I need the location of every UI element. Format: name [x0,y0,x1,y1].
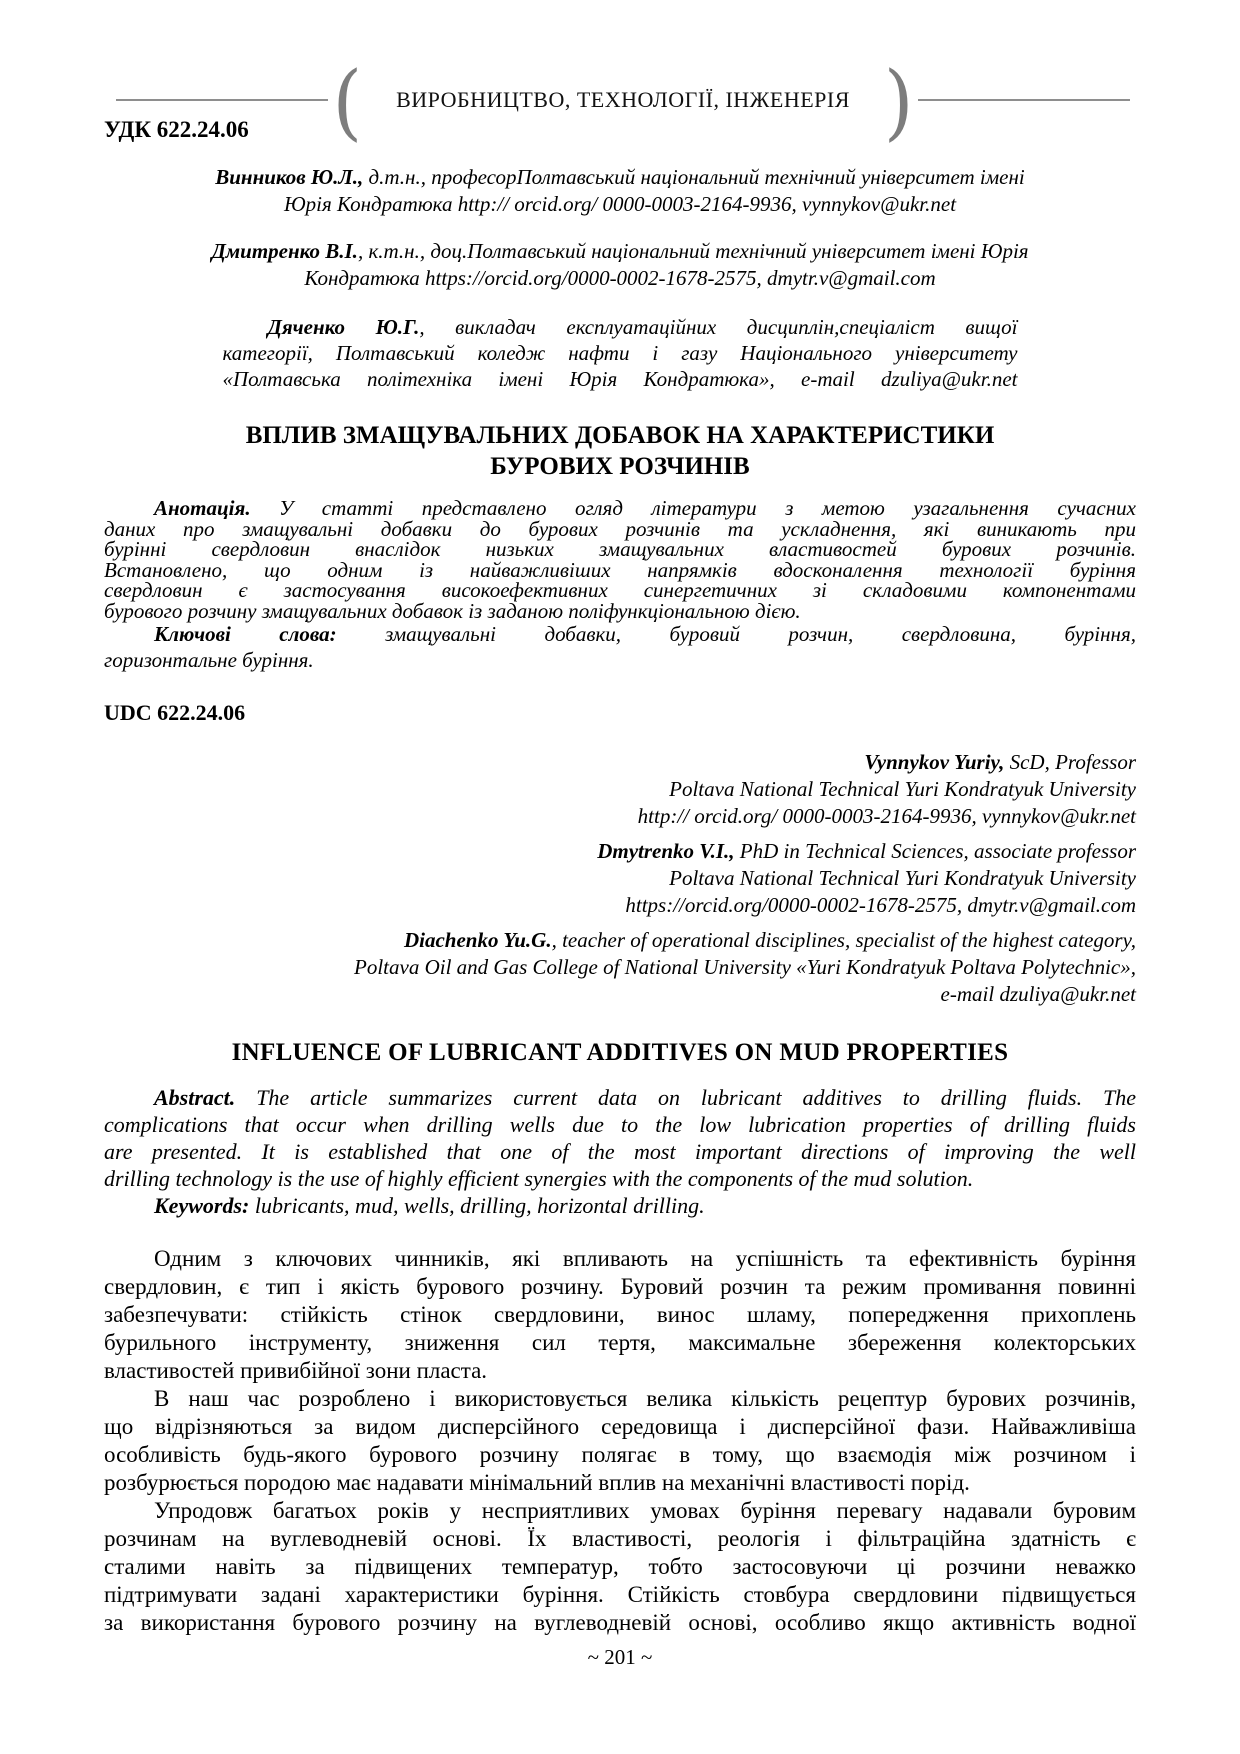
abstract-uk-line6: бурового розчину змащувальних добавок із заданою поліфункціональною дією. [104,598,801,623]
article-title-uk [104,420,1136,482]
running-head: ВИРОБНИЦТВО, ТЕХНОЛОГІЇ, ІНЖЕНЕРІЯ [396,87,850,112]
author-en-1 [104,749,1136,830]
abstract-uk-line2: даних про змащувальні добавки до бурових розчинів та ускладнення, які виникають при [104,516,1136,541]
body-p1-line4: бурильного інструменту, зниження сил тертя, максимальне збереження колекторських [104,1330,1136,1355]
body-paragraph-3 [104,1497,1136,1637]
author-uk-3-line1 [223,314,1018,340]
author-en-3-role: , teacher of operational disciplines, specialist of the highest category, [551,928,1136,952]
author-en-1-affiliation: Poltava National Technical Yuri Kondratyuk University [669,777,1136,801]
right-parenthesis-icon: ) [883,53,914,150]
author-uk-1-affiliation: д.т.н., професорПолтавський національний технічний університет імені [363,165,1025,189]
body-p2-line1: В наш час розроблено і використовується велика кількість рецептур бурових розчинів, [154,1386,1136,1411]
body-p1-line3: забезпечувати: стійкість стінок свердловини, винос шламу, попередження прихоплень [104,1302,1136,1327]
author-uk-2 [155,238,1085,292]
body-p3-line2: розчинам на вуглеводневій основі. Їх властивості, реологія і фільтраційна здатність є [104,1526,1136,1551]
keywords-uk-text: змащувальні добавки, буровий розчин, свердловина, буріння, [336,622,1136,646]
author-en-2 [104,838,1136,919]
body-p3-line1: Упродовж багатьох років у несприятливих умовах буріння перевагу надавали буровим [154,1498,1136,1523]
body-p2-line2: що відрізняються за видом дисперсійного середовища і дисперсійної фази. Найважливіша [104,1414,1136,1439]
article-body [104,1245,1136,1637]
author-en-3-affiliation: Poltava Oil and Gas College of National University «Yuri Kondratyuk Poltava Polytechnic», [354,955,1136,979]
author-uk-3-role: , викладач експлуатаційних дисциплін,спеціаліст вищої [419,315,1018,339]
author-en-1-name: Vynnykov Yuriy, [864,750,1005,774]
keywords-uk [104,621,1136,673]
author-uk-1-contact: Юрія Кондратюка http:// orcid.org/ 0000-0003-2164-9936, vynnykov@ukr.net [283,192,957,216]
author-en-2-role: PhD in Technical Sciences, associate professor [734,839,1136,863]
abstract-en-line3: are presented. It is established that one of the most important directions of improving the well [104,1139,1136,1164]
abstract-uk-text1: У статті представлено огляд літератури з метою узагальнення сучасних [250,496,1136,520]
body-p1-line2: свердловин, є тип і якість бурового розчину. Буровий розчин та режим промивання повинні [104,1274,1136,1299]
keywords-en-text: lubricants, mud, wells, drilling, horizontal drilling. [249,1193,705,1218]
author-uk-3 [223,314,1018,392]
article-title-uk-line2: БУРОВИХ РОЗЧИНІВ [490,453,750,480]
header-rule-right [918,99,1130,101]
keywords-uk-label: Ключові слова: [154,622,337,646]
abstract-en-line1 [104,1084,1136,1111]
authors-en [104,749,1136,1008]
author-en-3-name: Diachenko Yu.G. [403,928,552,952]
abstract-uk-label: Анотація. [154,496,251,520]
body-p2-line4: розбурюється породою має надавати мінімальний вплив на механічні властивості порід. [104,1470,970,1495]
abstract-en-text1: The article summarizes current data on lubricant additives to drilling fluids. The [235,1085,1136,1110]
keywords-uk-line2: горизонтальне буріння. [104,648,314,672]
author-en-2-name: Dmytrenko V.I., [597,839,735,863]
article-title-en: INFLUENCE OF LUBRICANT ADDITIVES ON MUD PROPERTIES [231,1039,1009,1066]
abstract-en-line4: drilling technology is the use of highly efficient synergies with the components of the mud solution. [104,1166,974,1191]
udc-code-en: UDC 622.24.06 [104,700,246,725]
author-en-1-contact: http:// orcid.org/ 0000-0003-2164-9936, vynnykov@ukr.net [637,804,1136,828]
author-uk-3-line3: «Полтавська політехніка імені Юрія Кондратюка», e-mail dzuliya@ukr.net [222,367,1018,391]
body-p2-line3: особливість будь-якого бурового розчину полягає в тому, що взаємодія між розчином і [104,1442,1136,1467]
abstract-en-line2: complications that occur when drilling wells due to the low lubrication properties of drilling fluids [104,1112,1136,1137]
body-p3-line5: за використання бурового розчину на вуглеводневій основі, особливо якщо активність водної [104,1610,1136,1635]
body-paragraph-1 [104,1245,1136,1385]
abstract-en-label: Abstract. [154,1085,236,1110]
abstract-uk-line4: Встановлено, що одним із найважливіших напрямків вдосконалення технології буріння [104,557,1136,582]
author-uk-3-name: Дяченко Ю.Г. [267,315,420,339]
author-uk-1 [155,164,1085,218]
author-en-2-contact: https://orcid.org/0000-0002-1678-2575, dmytr.v@gmail.com [625,893,1136,917]
keywords-uk-line1 [104,621,1136,647]
body-p1-line1: Одним з ключових чинників, які впливають на успішність та ефективність буріння [154,1246,1136,1271]
left-parenthesis-icon: ( [332,53,363,150]
author-uk-1-name: Винников Ю.Л., [215,165,364,189]
abstract-uk [104,498,1136,621]
author-en-2-affiliation: Poltava National Technical Yuri Kondratyuk University [669,866,1136,890]
author-uk-3-line2: категорії, Полтавський коледж нафти і газу Національного університету [222,341,1018,365]
body-p3-line3: сталими навіть за підвищених температур, тобто застосовуючи ці розчини неважко [104,1554,1136,1579]
body-p1-line5: властивостей привибійної зони пласта. [104,1358,488,1383]
article-title-uk-line1: ВПЛИВ ЗМАЩУВАЛЬНИХ ДОБАВОК НА ХАРАКТЕРИСТИКИ [245,422,995,449]
abstract-uk-line3: бурінні свердловин внаслідок низьких змащувальних властивостей бурових розчинів. [104,537,1136,561]
header-rule-left [116,99,328,101]
page-number: ~ 201 ~ [587,1645,653,1669]
keywords-en [104,1192,1136,1219]
author-uk-2-contact: Кондратюка https://orcid.org/0000-0002-1678-2575, dmytr.v@gmail.com [304,266,936,290]
author-uk-2-affiliation: , к.т.н., доц.Полтавський національний технічний університет імені Юрія [357,239,1029,263]
abstract-uk-line1 [104,498,1136,519]
author-en-3 [104,927,1136,1008]
udc-code-uk: УДК 622.24.06 [104,117,249,142]
abstract-uk-line5: свердловин є застосування високоефективних синергетичних зі складовими компонентами [104,578,1136,602]
keywords-en-label: Keywords: [154,1193,250,1218]
body-p3-line4: підтримувати задані характеристики буріння. Стійкість стовбура свердловини підвищується [104,1582,1136,1607]
author-en-3-contact: e-mail dzuliya@ukr.net [940,982,1136,1006]
body-paragraph-2 [104,1385,1136,1497]
author-en-1-role: ScD, Professor [1004,750,1136,774]
author-uk-2-name: Дмитренко В.І. [211,239,358,263]
abstract-en [104,1084,1136,1192]
